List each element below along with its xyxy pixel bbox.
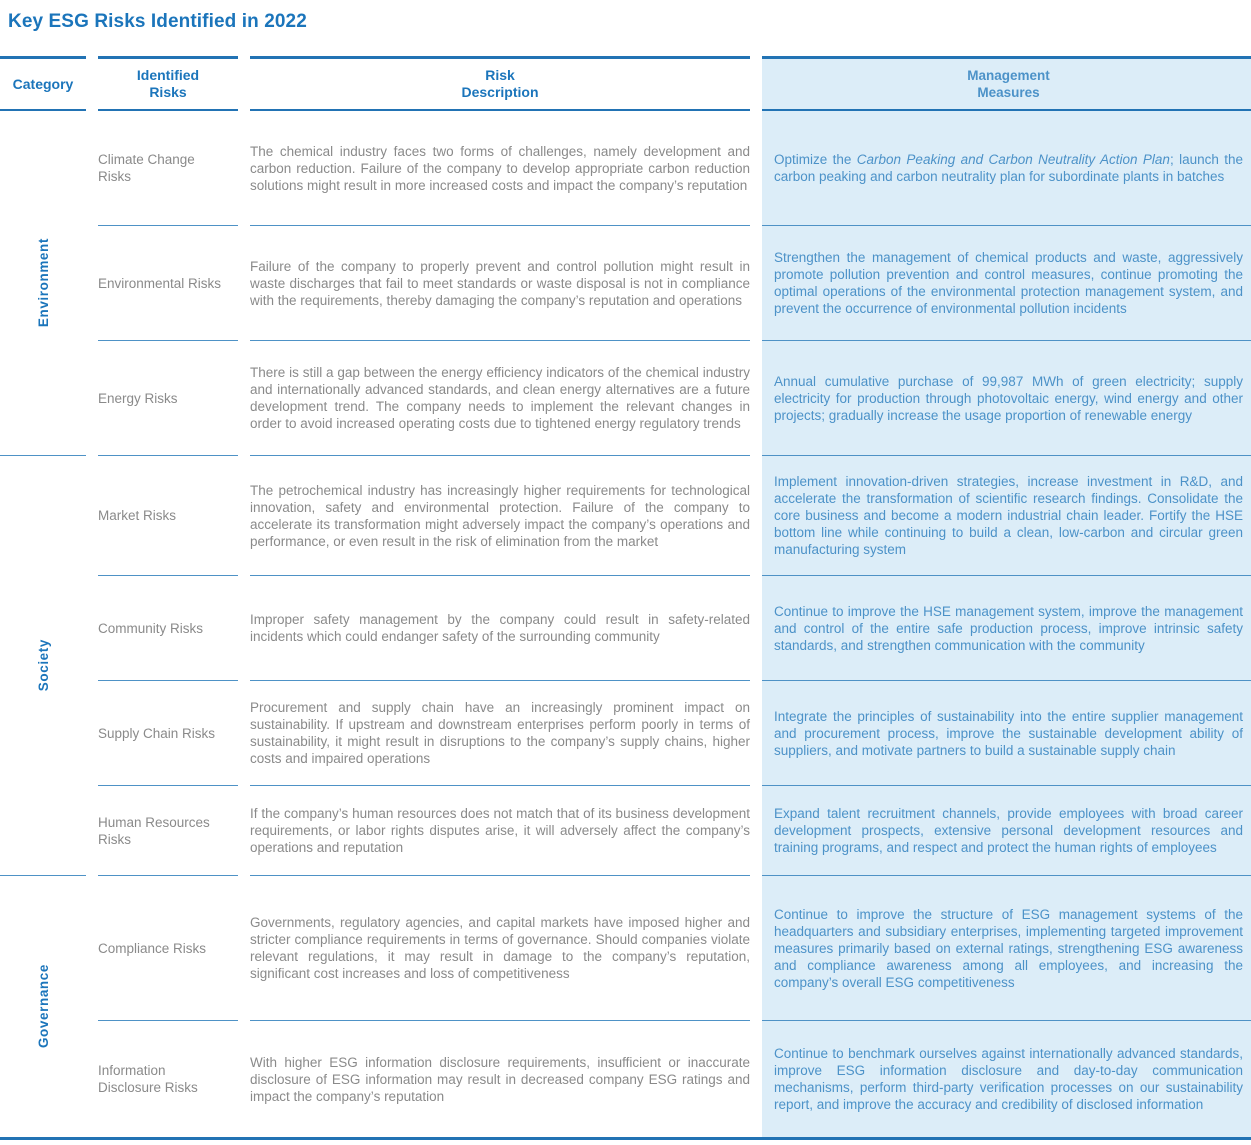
column-header-risks-line1: Identified (136, 67, 200, 83)
risk-description: With higher ESG information disclosure requirements, insufficient or inaccurate disclosure of ESG information may result in decreased company ESG ratings and impact the company’s reputation (250, 1054, 750, 1104)
management-measures-cell (762, 576, 1251, 681)
management-measures-cell (762, 111, 1251, 226)
category-cell-governance (0, 876, 86, 1137)
risk-name: Environmental Risks (98, 275, 222, 291)
management-measures-cell (762, 456, 1251, 576)
risk-name: Climate Change Risks (98, 152, 195, 184)
management-measures: Continue to improve the HSE management system, improve the management and control of the entire safe production process, improve intrinsic safety standards, and strengthen communication with the community (774, 603, 1243, 653)
management-measures: Implement innovation-driven strategies, increase investment in R&D, and accelerate the transformation of scientific research findings. Consolidate the core business and become a modern industrial chain leader. Fortify the HSE bottom line while continuing to build a clean, low-carbon and circular green manufacturing system (774, 474, 1243, 557)
risk-name-cell (98, 1021, 238, 1137)
risk-description: Governments, regulatory agencies, and capital markets have imposed higher and stricter compliance requirements in terms of governance. Should companies violate relevant regulations, it may result in damage to the company’s reputation, significant cost increases and loss of competitiveness (250, 915, 750, 981)
risk-description-cell (250, 681, 750, 786)
risk-description: Failure of the company to properly prevent and control pollution might result in waste discharges that fail to meet standards or waste disposal is not in compliance with the requirements, thereby damaging the company’s reputation and operations (250, 258, 750, 308)
risk-name-cell (98, 681, 238, 786)
measures-text: Optimize the (774, 152, 857, 167)
risk-name-cell (98, 876, 238, 1021)
column-header-identified-risks (98, 56, 238, 111)
risk-name-cell (98, 111, 238, 226)
risk-name: Market Risks (98, 508, 177, 523)
risk-description: There is still a gap between the energy efficiency indicators of the chemical industry and internationally advanced standards, and clean energy alternatives are a future development trend. The company needs to implement the relevant changes in order to avoid increased operating costs due to tightened energy regulatory trends (250, 365, 750, 431)
category-label-society: Society (35, 639, 51, 692)
risk-description-cell (250, 226, 750, 341)
risk-description: Procurement and supply chain have an increasingly prominent impact on sustainability. If upstream and downstream enterprises perform poorly in terms of sustainability, it might result in disruptions to the company’s supply chains, higher costs and impaired operations (250, 700, 750, 766)
page-title: Key ESG Risks Identified in 2022 (8, 11, 307, 32)
risk-description-cell (250, 1021, 750, 1137)
column-header-category (0, 56, 86, 111)
risk-description-cell (250, 111, 750, 226)
category-cell-society (0, 456, 86, 876)
category-label-governance: Governance (35, 964, 51, 1049)
management-measures: Integrate the principles of sustainability into the entire supplier management and procurement process, improve the sustainable development ability of suppliers, and motivate partners to build a sustainable supply chain (774, 708, 1243, 758)
risk-name-cell (98, 456, 238, 576)
risk-description: The petrochemical industry has increasingly higher requirements for technological innovation, safety and environmental protection. Failure of the company to accelerate its transformation might adversely impact the company’s operations and performance, or even result in the risk of elimination from the market (250, 482, 750, 549)
column-header-description-line2: Description (461, 84, 539, 100)
category-label-environment: Environment (35, 238, 51, 328)
risk-description-cell (250, 786, 750, 876)
column-header-risk-description (250, 56, 750, 111)
column-header-risks-line2: Risks (149, 84, 187, 100)
column-header-measures-line1: Management (967, 68, 1050, 83)
risk-description: Improper safety management by the company could result in safety-related incidents which could endanger safety of the surrounding community (250, 612, 750, 644)
risk-description-cell (250, 876, 750, 1021)
management-measures (774, 151, 1243, 185)
risk-name: Supply Chain Risks (98, 725, 216, 741)
management-measures-cell (762, 341, 1251, 456)
risk-name: Information Disclosure Risks (98, 1063, 198, 1095)
column-header-category-label: Category (12, 75, 74, 92)
management-measures: Annual cumulative purchase of 99,987 MWh of green electricity; supply electricity for production through photovoltaic energy, wind energy and other projects; gradually increase the usage proportion of renewable energy (774, 373, 1243, 423)
esg-risk-table (0, 56, 1251, 1137)
category-cell-environment (0, 111, 86, 456)
risk-name-cell (98, 786, 238, 876)
management-measures-cell (762, 1021, 1251, 1137)
risk-description-cell (250, 341, 750, 456)
measures-text: ; launch the carbon peaking and carbon neutrality plan for subordinate plants in batches (774, 152, 1243, 184)
risk-name-cell (98, 576, 238, 681)
management-measures-cell (762, 226, 1251, 341)
management-measures-cell (762, 681, 1251, 786)
table-bottom-rule (0, 1137, 1251, 1140)
column-header-measures-line2: Measures (977, 85, 1040, 100)
management-measures: Expand talent recruitment channels, provide employees with broad career development prospects, extensive personal development resources and training programs, and respect and protect the human rights of employees (774, 806, 1243, 855)
risk-name: Human Resources Risks (98, 814, 210, 847)
management-measures: Strengthen the management of chemical products and waste, aggressively promote pollution prevention and control measures, continue promoting the optimal operations of the environmental protection management system, and prevent the occurrence of environmental pollution incidents (774, 250, 1243, 316)
column-header-management-measures (762, 56, 1251, 111)
management-measures-cell (762, 876, 1251, 1021)
risk-description-cell (250, 456, 750, 576)
risk-name-cell (98, 226, 238, 341)
management-measures-cell (762, 786, 1251, 876)
column-header-description-line1: Risk (485, 67, 515, 83)
risk-name: Compliance Risks (98, 940, 207, 956)
risk-name: Energy Risks (98, 390, 178, 406)
risk-name-cell (98, 341, 238, 456)
management-measures: Continue to improve the structure of ESG management systems of the headquarters and subsidiary enterprises, implementing targeted improvement measures primarily based on external ratings, strengthening ESG awareness and compliance awareness among all employees, and increasing the company’s overall ESG competitiveness (774, 906, 1243, 990)
management-measures: Continue to benchmark ourselves against internationally advanced standards, improve ESG information disclosure and day-to-day communication mechanisms, perform third-party verification processes on our sustainability report, and improve the accuracy and credibility of disclosed information (774, 1046, 1243, 1112)
risk-name: Community Risks (98, 620, 204, 636)
risk-description: If the company’s human resources does not match that of its business development requirements, or labor rights disputes arise, it will adversely affect the company’s operations and reputation (250, 806, 750, 855)
risk-description-cell (250, 576, 750, 681)
measures-italic-plan-title: Carbon Peaking and Carbon Neutrality Action Plan (856, 152, 1170, 167)
risk-description: The chemical industry faces two forms of challenges, namely development and carbon reduction. Failure of the company to develop appropriate carbon reduction solutions might result in more increased costs and impact the company’s reputation (250, 143, 750, 193)
